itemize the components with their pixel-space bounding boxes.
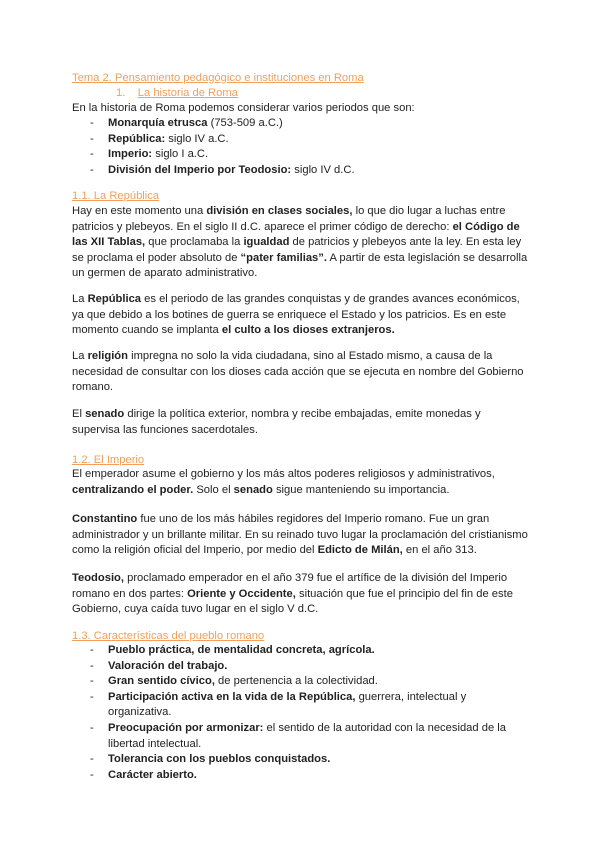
list-item: - República: siglo IV a.C. xyxy=(90,132,229,145)
intro-text: En la historia de Roma podemos considerar varios periodos que son: xyxy=(72,102,415,114)
paragraph-republica-4: El senado dirige la política exterior, nombra y recibe embajadas, emite monedas y supervisa las funciones sacerdotales. xyxy=(72,408,481,436)
document-title: Tema 2. Pensamiento pedagógico e instituciones en Roma xyxy=(72,72,364,84)
section-title-caracteristicas: 1.3. Características del pueblo romano xyxy=(72,630,265,642)
list-item: - Gran sentido cívico, de pertenencia a la colectividad. xyxy=(90,675,378,688)
section-title-imperio: 1.2. El Imperio xyxy=(72,454,145,466)
subheading-historia xyxy=(72,86,530,102)
section-title-republica: 1.1. La República xyxy=(72,190,160,202)
paragraph-republica-1: Hay en este momento una división en clases sociales, lo que dio lugar a luchas entre patricios y plebeyos. En el siglo II d.C. aparece el primer código de derecho: el Código de las XII Tablas, que proclamaba la igualdad de patricios y plebeyos ante la ley. En esta ley se proclama el poder absoluto de “pater familias”. A partir de esta legislación se desarrolla un germen de aparato administrativo. xyxy=(72,205,528,280)
traits-list xyxy=(72,643,530,783)
subheading-number: 1. xyxy=(116,87,126,99)
list-item: - Tolerancia con los pueblos conquistados. xyxy=(90,753,331,766)
list-item: - División del Imperio por Teodosio: siglo IV d.C. xyxy=(90,163,355,176)
paragraph-imperio-1: El emperador asume el gobierno y los más altos poderes religiosos y administrativos, centralizando el poder. Solo el senado sigue manteniendo su importancia. xyxy=(72,468,495,496)
subheading-text: La historia de Roma xyxy=(137,87,238,99)
list-item: - Participación activa en la vida de la República, guerrera, intelectual y organizativa. xyxy=(90,690,467,719)
list-item: - Monarquía etrusca (753-509 a.C.) xyxy=(90,117,283,129)
list-item: - Valoración del trabajo. xyxy=(90,659,228,672)
paragraph-republica-3: La religión impregna no solo la vida ciudadana, sino al Estado mismo, a causa de la necesidad de consultar con los dioses cada acción que se ejecuta en nombre del Gobierno romano. xyxy=(72,350,524,394)
list-item: - Imperio: siglo I a.C. xyxy=(90,148,209,161)
paragraph-imperio-2: Constantino fue uno de los más hábiles regidores del Imperio romano. Fue un gran administrador y un brillante militar. En su reinado tuvo lugar la proclamación del cristianismo como la religión oficial del Imperio, por medio del Edicto de Milán, en el año 313. xyxy=(72,513,528,557)
paragraph-republica-2: La República es el periodo de las grandes conquistas y de grandes avances económicos, ya que debido a los botines de guerra se enriquece el Estado y los patricios. Es en este momento cuando se implanta el culto a los dioses extranjeros. xyxy=(72,293,520,337)
list-item: - Carácter abierto. xyxy=(90,768,197,781)
periods-list xyxy=(72,116,530,178)
list-item: - Preocupación por armonizar: el sentido de la autoridad con la necesidad de la libertad intelectual. xyxy=(90,721,506,750)
list-item: - Pueblo práctica, de mentalidad concreta, agrícola. xyxy=(90,644,375,656)
paragraph-imperio-3: Teodosio, proclamado emperador en el año 379 fue el artífice de la división del Imperio romano en dos partes: Oriente y Occidente, situación que fue el principio del fin de este Gobierno, cuya caída tuvo lugar en el siglo V d.C. xyxy=(72,572,513,616)
